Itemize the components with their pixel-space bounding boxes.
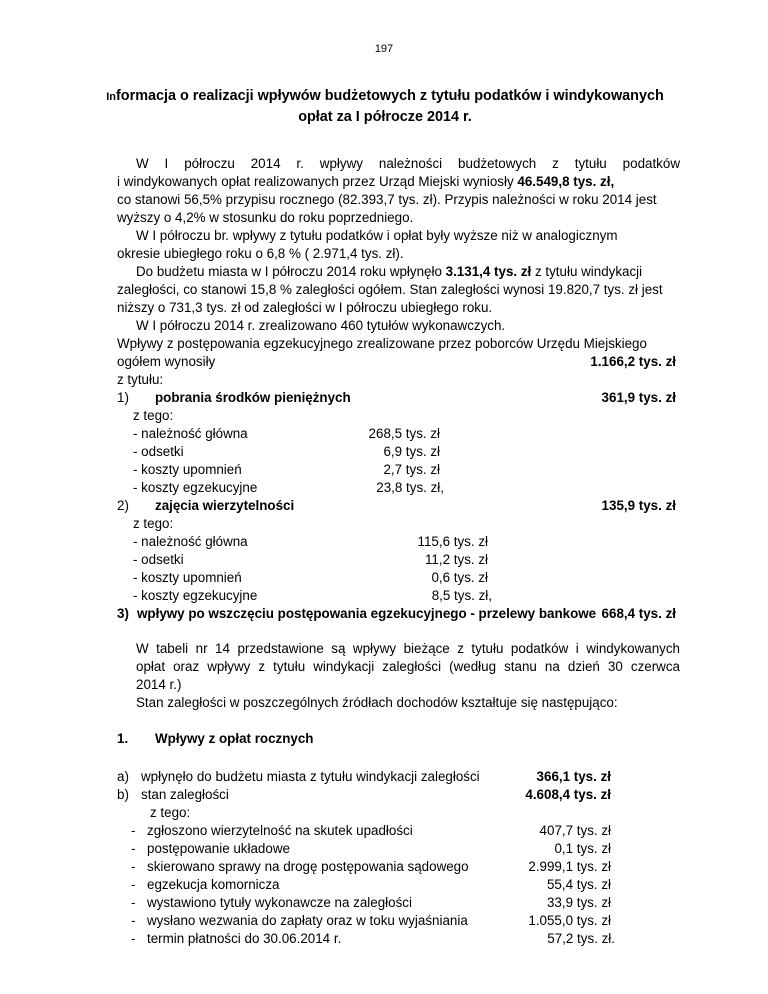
intro-p3-text-a: Do budżetu miasta w I półroczu 2014 roku wpłynęło — [136, 264, 446, 279]
section1-item-value: 2,7 tys. zł — [383, 462, 440, 477]
list1-item-text: zgłoszono wierzytelność na skutek upadłości — [147, 823, 413, 838]
list1-item-marker: - — [131, 859, 136, 874]
section1-item-label: - koszty egzekucyjne — [133, 480, 258, 495]
heading1-number: 1. — [117, 731, 129, 746]
intro-p1-line2-text: i windykowanych opłat realizowanych przez Urząd Miejski wyniosły — [117, 174, 518, 189]
intro-p1-line4: wyższy o 4,2% w stosunku do roku poprzedniego. — [117, 210, 414, 225]
list1-item-text: wystawiono tytuły wykonawcze na zaległości — [147, 895, 412, 910]
document-title — [60, 86, 710, 127]
section2-item-value: 8,5 tys. zł, — [431, 588, 492, 603]
section2-item-label: - odsetki — [133, 552, 184, 567]
section1-item-label: - należność główna — [133, 426, 248, 441]
list1-item-value: 0,1 tys. zł — [554, 841, 611, 856]
list1-z-tego: z tego: — [150, 805, 191, 820]
section2-item-label: - koszty upomnień — [133, 570, 242, 585]
title-prefix: In — [106, 91, 117, 103]
section1-item-label: - koszty upomnień — [133, 462, 242, 477]
section2-label: zajęcia wierzytelności — [155, 498, 295, 513]
table-note-line4: Stan zaległości w poszczególnych źródłach dochodów kształtuje się następująco: — [136, 695, 618, 710]
title-line1: formacja o realizacji wpływów budżetowych z tytułu podatków i windykowanych — [116, 88, 664, 104]
list1-item-value: 2.999,1 tys. zł — [528, 859, 611, 874]
enforcement-total: 1.166,2 tys. zł — [590, 354, 676, 369]
intro-p3-line1 — [136, 263, 642, 281]
section3-label: wpływy po wszczęciu postępowania egzekucyjnego - przelewy bankowe — [137, 606, 597, 621]
section1-item-value: 6,9 tys. zł — [383, 444, 440, 459]
collection-amount: 3.131,4 tys. zł — [445, 264, 532, 279]
list1-item-value: 57,2 tys. zł. — [547, 931, 615, 946]
list1-item-value: 1.055,0 tys. zł — [528, 913, 611, 928]
section1-item-value: 23,8 tys. zł, — [376, 480, 444, 495]
intro-p3-line2: zaległości, co stanowi 15,8 % zaległości ogółem. Stan zaległości wynosi 19.820,7 tys. zł jest — [117, 282, 663, 297]
list1-item-text: egzekucja komornicza — [147, 877, 280, 892]
intro-p1-line2 — [117, 173, 680, 191]
list1-item-marker: - — [131, 841, 136, 856]
list1-a-value: 366,1 tys. zł — [536, 769, 611, 784]
list1-item-value: 407,7 tys. zł — [539, 823, 611, 838]
section2-item-value: 115,6 tys. zł — [417, 534, 488, 549]
intro-p2-line2: okresie ubiegłego roku o 6,8 % ( 2.971,4 tys. zł). — [117, 246, 404, 261]
list1-item-text: postępowanie układowe — [147, 841, 290, 856]
list1-a-marker: a) — [117, 769, 129, 784]
section1-label: pobrania środków pieniężnych — [155, 390, 351, 405]
intro-p4: W I półroczu 2014 r. zrealizowano 460 tytułów wykonawczych. — [136, 318, 506, 333]
section2-number: 2) — [117, 498, 129, 513]
list1-item-value: 33,9 tys. zł — [546, 895, 611, 910]
section3-number: 3) — [117, 606, 129, 621]
intro-p5-line2: ogółem wynosiły — [117, 354, 216, 369]
list1-item-text: termin płatności do 30.06.2014 r. — [147, 931, 342, 946]
table-note-line2: opłat oraz wpływy z tytułu windykacji zaległości (według stanu na dzień 30 czerwca — [136, 659, 680, 674]
list1-item-text: wysłano wezwania do zapłaty oraz w toku wyjaśniania — [147, 913, 468, 928]
heading1-label: Wpływy z opłat rocznych — [155, 731, 314, 746]
list1-item-marker: - — [131, 823, 136, 838]
list1-item-text: skierowano sprawy na drogę postępowania sądowego — [147, 859, 469, 874]
list1-item-marker: - — [131, 877, 136, 892]
section2-item-label: - należność główna — [133, 534, 248, 549]
intro-p1-line3: co stanowi 56,5% przypisu rocznego (82.393,7 tys. zł). Przypis należności w roku 2014 jest — [117, 192, 657, 207]
total-revenue: 46.549,8 tys. zł, — [517, 174, 615, 189]
table-note-line3: 2014 r.) — [136, 677, 182, 692]
section2-item-value: 0,6 tys. zł — [431, 570, 488, 585]
intro-p3-text-c: z tytułu windykacji — [531, 264, 643, 279]
section1-total: 361,9 tys. zł — [601, 390, 676, 405]
section1-item-label: - odsetki — [133, 444, 184, 459]
section3-total: 668,4 tys. zł — [601, 606, 676, 621]
section2-item-value: 11,2 tys. zł — [424, 552, 488, 567]
list1-item-marker: - — [131, 913, 136, 928]
list1-a-text: wpłynęło do budżetu miasta z tytułu windykacji zaległości — [141, 769, 480, 784]
intro-p5-line3: z tytułu: — [117, 372, 164, 387]
list1-item-value: 55,4 tys. zł — [546, 877, 611, 892]
intro-p1-line1: W I półroczu 2014 r. wpływy należności budżetowych z tytułu podatków — [136, 156, 680, 171]
intro-p3-line3: niższy o 731,3 tys. zł od zaległości w I półroczu ubiegłego roku. — [117, 300, 493, 315]
list1-item-marker: - — [131, 895, 136, 910]
list1-b-value: 4.608,4 tys. zł — [525, 787, 611, 802]
section1-z-tego: z tego: — [133, 408, 174, 423]
page-number: 197 — [374, 43, 394, 55]
section2-z-tego: z tego: — [133, 516, 174, 531]
list1-b-text: stan zaległości — [141, 787, 229, 802]
section2-item-label: - koszty egzekucyjne — [133, 588, 258, 603]
section1-item-value: 268,5 tys. zł — [368, 426, 440, 441]
intro-p2-line1: W I półroczu br. wpływy z tytułu podatków i opłat były wyższe niż w analogicznym — [136, 228, 618, 243]
section1-number: 1) — [117, 390, 129, 405]
list1-b-marker: b) — [117, 787, 129, 802]
table-note-line1: W tabeli nr 14 przedstawione są wpływy bieżące z tytułu podatków i windykowanych — [136, 641, 680, 656]
title-line2: opłat za I półrocze 2014 r. — [298, 109, 472, 125]
intro-p5-line1: Wpływy z postępowania egzekucyjnego zrealizowane przez poborców Urzędu Miejskiego — [117, 336, 647, 351]
list1-item-marker: - — [131, 931, 136, 946]
section2-total: 135,9 tys. zł — [601, 498, 676, 513]
